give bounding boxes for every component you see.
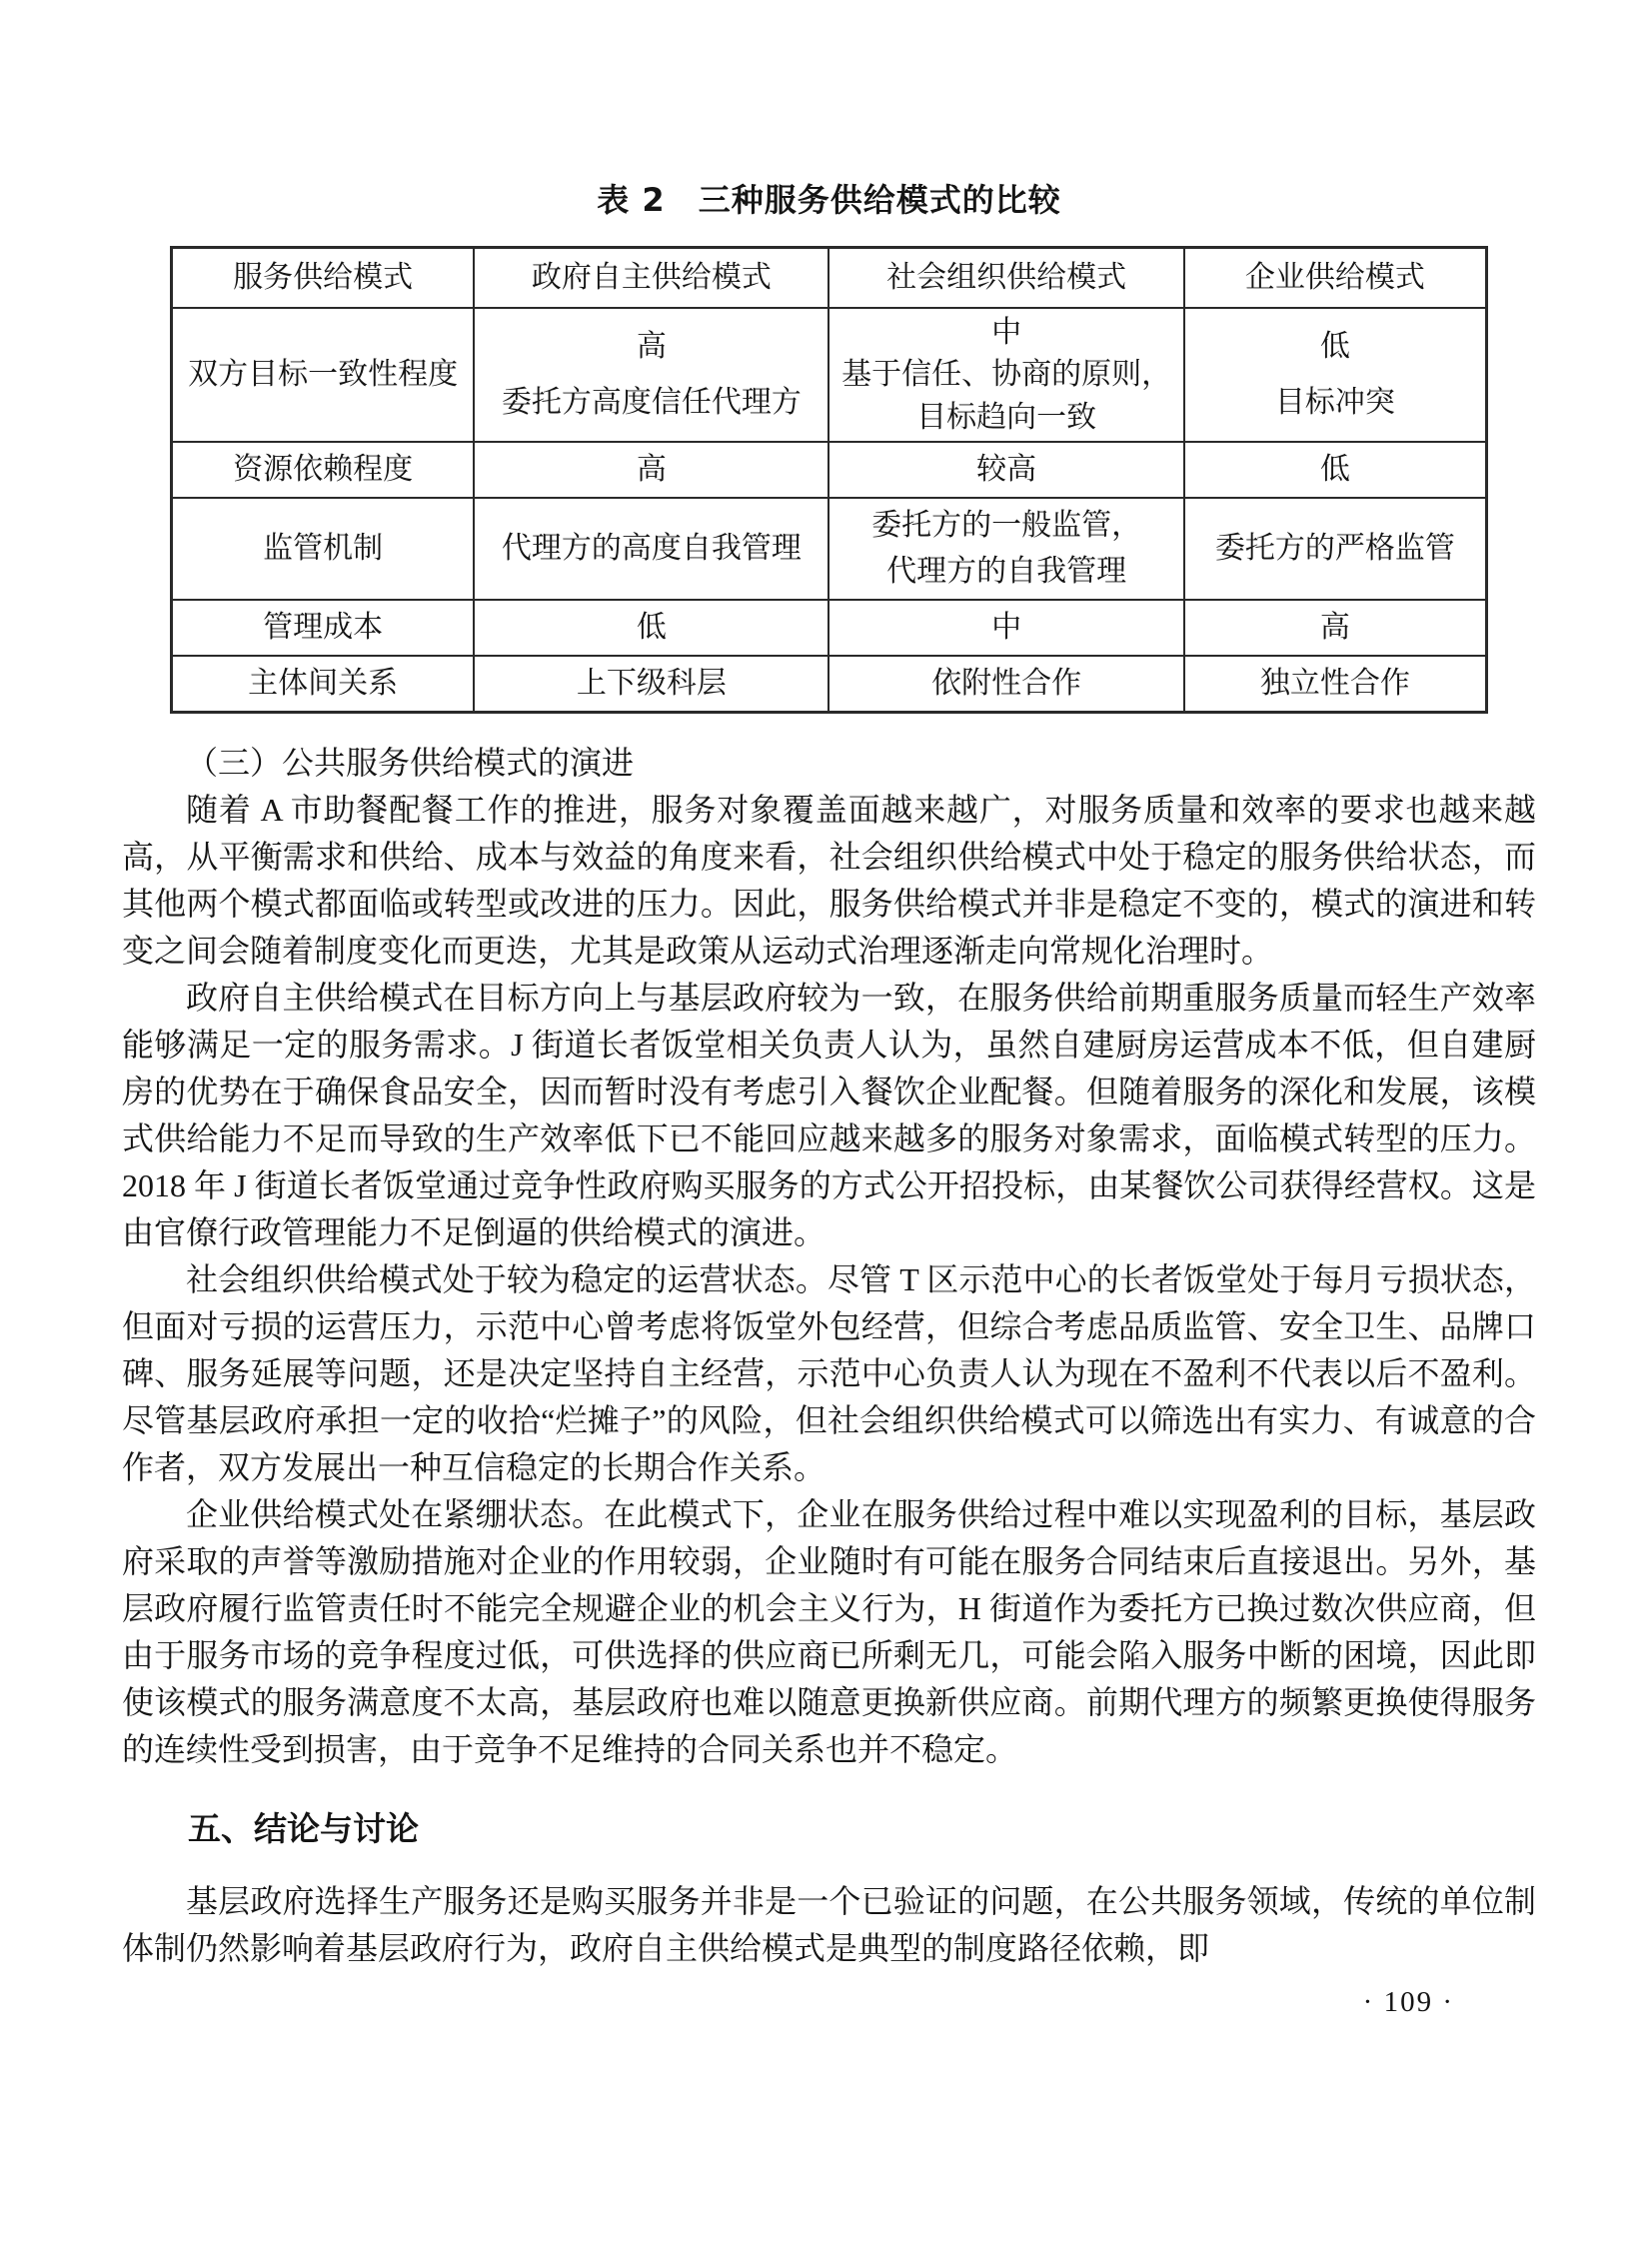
table-cell: 代理方的高度自我管理 <box>474 498 828 600</box>
body-paragraph: 政府自主供给模式在目标方向上与基层政府较为一致，在服务供给前期重服务质量而轻生产效率能够满足一定的服务需求。J 街道长者饭堂相关负责人认为，虽然自建厨房运营成本不低，但自建厨房的优势在于确保食品安全，因而暂时没有考虑引入餐饮企业配餐。但随着服务的深化和发展，该模式供给能力不足而导致的生产效率低下已不能回应越来越多的服务对象需求，面临模式转型的压力。2018 年 J 街道长者饭堂通过竞争性政府购买服务的方式公开招投标，由某餐饮公司获得经营权。这是由官僚行政管理能力不足倒逼的供给模式的演进。 <box>122 980 1536 1250</box>
row-label-cell: 管理成本 <box>172 600 475 656</box>
table-row <box>172 498 1487 600</box>
section-heading: （三）公共服务供给模式的演进 <box>186 745 635 781</box>
conclusion-heading: 五、结论与讨论 <box>188 1809 419 1848</box>
comparison-table <box>170 246 1488 714</box>
table-cell: 低 <box>1184 442 1487 498</box>
table-row <box>172 442 1487 498</box>
table-header-cell: 服务供给模式 <box>172 248 475 309</box>
row-label-cell: 双方目标一致性程度 <box>172 308 475 442</box>
table-cell: 依附性合作 <box>828 656 1183 713</box>
table-cell: 委托方的一般监管， 代理方的自我管理 <box>828 498 1183 600</box>
table-cell: 高 委托方高度信任代理方 <box>474 308 828 442</box>
table-header-cell: 企业供给模式 <box>1184 248 1487 309</box>
table-row <box>172 308 1487 442</box>
table-row <box>172 656 1487 713</box>
table-cell: 低 目标冲突 <box>1184 308 1487 442</box>
table-cell: 委托方的严格监管 <box>1184 498 1487 600</box>
page-number: · 109 · <box>1362 1986 1454 2018</box>
table-cell: 上下级科层 <box>474 656 828 713</box>
row-label-cell: 资源依赖程度 <box>172 442 475 498</box>
table-cell: 低 <box>474 600 828 656</box>
table-header-cell: 社会组织供给模式 <box>828 248 1183 309</box>
table-cell: 较高 <box>828 442 1183 498</box>
table-cell: 高 <box>474 442 828 498</box>
body-paragraph: 社会组织供给模式处于较为稳定的运营状态。尽管 T 区示范中心的长者饭堂处于每月亏损状态，但面对亏损的运营压力，示范中心曾考虑将饭堂外包经营，但综合考虑品质监管、安全卫生、品牌口碑、服务延展等问题，还是决定坚持自主经营，示范中心负责人认为现在不盈利不代表以后不盈利。尽管基层政府承担一定的收拾“烂摊子”的风险，但社会组织供给模式可以筛选出有实力、有诚意的合作者，双方发展出一种互信稳定的长期合作关系。 <box>122 1261 1536 1485</box>
table-cell: 高 <box>1184 600 1487 656</box>
row-label-cell: 监管机制 <box>172 498 475 600</box>
table-caption: 表 2 三种服务供给模式的比较 <box>597 181 1061 219</box>
body-paragraph: 企业供给模式处在紧绷状态。在此模式下，企业在服务供给过程中难以实现盈利的目标，基层政府采取的声誉等激励措施对企业的作用较弱，企业随时有可能在服务合同结束后直接退出。另外，基层政府履行监管责任时不能完全规避企业的机会主义行为，H 街道作为委托方已换过数次供应商，但由于服务市场的竞争程度过低，可供选择的供应商已所剩无几，可能会陷入服务中断的困境，因此即使该模式的服务满意度不太高，基层政府也难以随意更换新供应商。前期代理方的频繁更换使得服务的连续性受到损害，由于竞争不足维持的合同关系也并不稳定。 <box>122 1496 1536 1767</box>
row-label-cell: 主体间关系 <box>172 656 475 713</box>
table-header-row <box>172 248 1487 309</box>
comparison-table-wrapper <box>170 246 1488 714</box>
table-cell: 中 <box>828 600 1183 656</box>
body-paragraph: 随着 A 市助餐配餐工作的推进，服务对象覆盖面越来越广，对服务质量和效率的要求也越来越高，从平衡需求和供给、成本与效益的角度来看，社会组织供给模式中处于稳定的服务供给状态，而其他两个模式都面临或转型或改进的压力。因此，服务供给模式并非是稳定不变的，模式的演进和转变之间会随着制度变化而更迭，尤其是政策从运动式治理逐渐走向常规化治理时。 <box>122 792 1536 969</box>
table-cell: 独立性合作 <box>1184 656 1487 713</box>
table-header-cell: 政府自主供给模式 <box>474 248 828 309</box>
table-row <box>172 600 1487 656</box>
table-cell: 中 基于信任、协商的原则， 目标趋向一致 <box>828 308 1183 442</box>
body-paragraph: 基层政府选择生产服务还是购买服务并非是一个已验证的问题，在公共服务领域，传统的单位制体制仍然影响着基层政府行为，政府自主供给模式是典型的制度路径依赖，即 <box>122 1883 1536 1966</box>
